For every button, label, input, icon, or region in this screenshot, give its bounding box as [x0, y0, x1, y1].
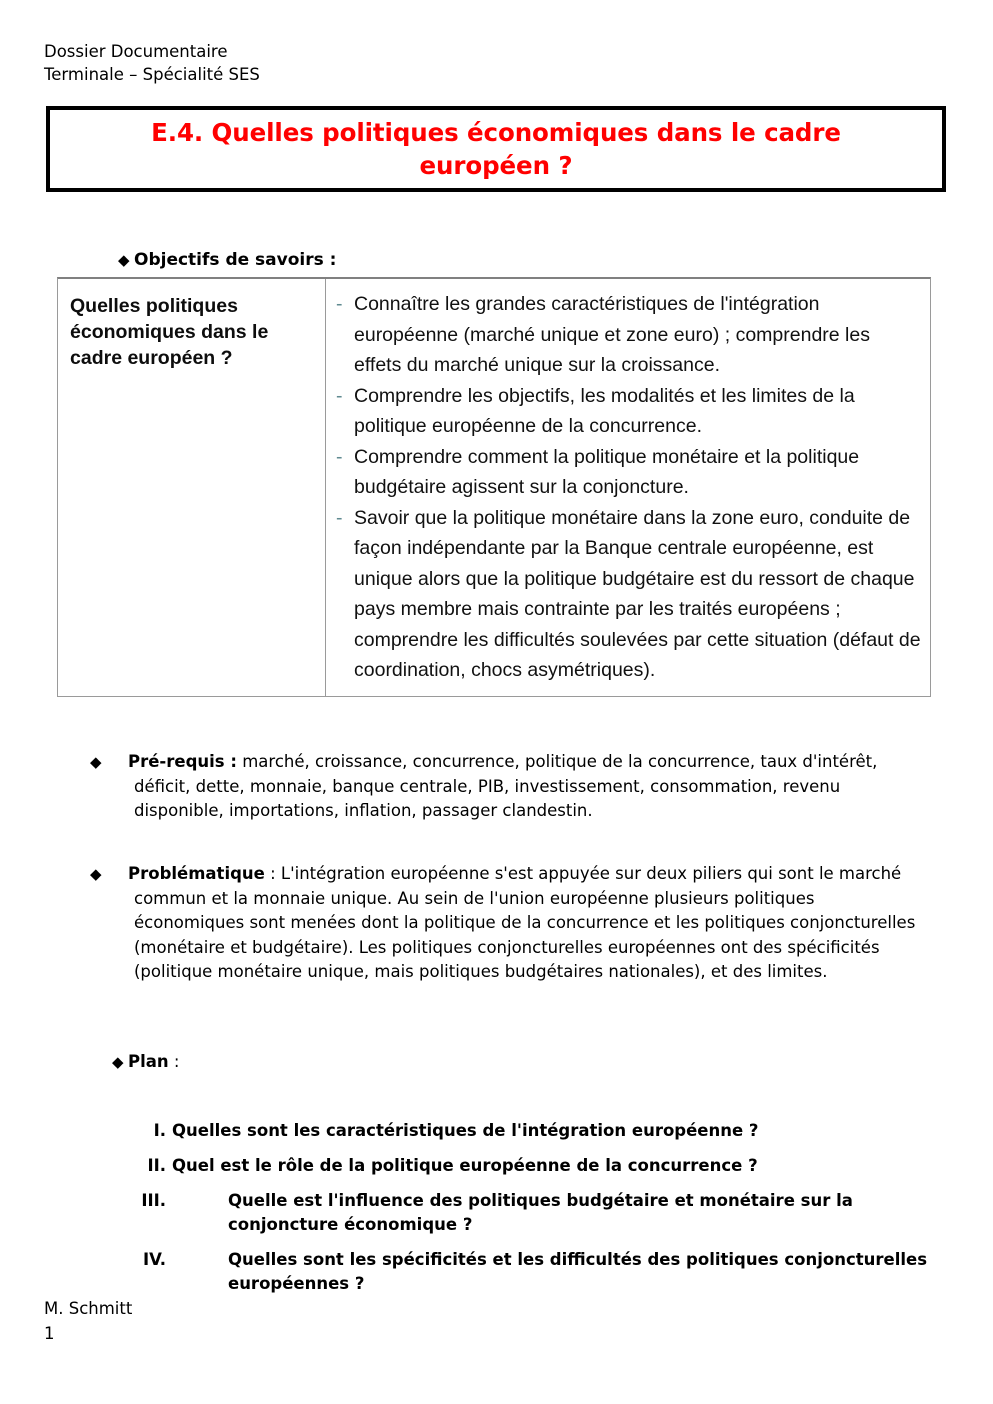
plan-label: Plan: [128, 1052, 169, 1071]
prerequis-label: Pré-requis :: [128, 752, 237, 771]
list-item: [132, 1189, 932, 1237]
footer-author: M. Schmitt: [44, 1299, 133, 1318]
prerequis-text: marché, croissance, concurrence, politique de la concurrence, taux d'intérêt, déficit, dette, monnaie, banque centrale, PIB, investissement, consommation, revenu disponible, importations, inflation, passager clandestin.: [134, 752, 878, 820]
dash-marker-icon: -: [336, 506, 343, 529]
list-item: [132, 1248, 932, 1296]
problematique-text: : L'intégration européenne s'est appuyée sur deux piliers qui sont le marché commun et la monnaie unique. Au sein de l'union européenne plusieurs politiques économiques sont menées dont la politique de la concurrence et les politiques conjoncturelles (monétaire et budgétaire). Les politiques conjoncturelles européennes ont des spécificités (politique monétaire unique, mais politiques budgétaires nationales), et des limites.: [134, 864, 916, 981]
diamond-bullet-icon: ◆: [90, 753, 102, 771]
plan-item-numeral: I.: [153, 1121, 166, 1140]
footer-page-number: 1: [44, 1324, 55, 1343]
objectifs-heading-label: Objectifs de savoirs :: [134, 250, 337, 270]
prerequis-section: [90, 750, 912, 824]
diamond-bullet-icon: ◆: [112, 1053, 124, 1071]
objective-text: Comprendre les objectifs, les modalités et les limites de la politique européenne de la concurrence.: [354, 384, 855, 437]
page-title: E.4. Quelles politiques économiques dans le cadre européen ?: [151, 118, 841, 180]
plan-list: [132, 1119, 932, 1307]
plan-item-numeral: III.: [141, 1191, 166, 1210]
dash-marker-icon: -: [336, 445, 343, 468]
plan-item-text: Quel est le rôle de la politique européenne de la concurrence ?: [172, 1156, 758, 1175]
objective-text: Comprendre comment la politique monétaire et la politique budgétaire agissent sur la conjoncture.: [354, 445, 860, 498]
chapter-title-box: [46, 106, 946, 192]
diamond-bullet-icon: ◆: [118, 251, 130, 269]
list-item: [132, 1154, 932, 1178]
table-row: [336, 503, 922, 686]
diamond-bullet-icon: ◆: [90, 865, 102, 883]
table-row: [336, 381, 922, 442]
dash-marker-icon: -: [336, 384, 343, 407]
list-item: [132, 1119, 932, 1143]
plan-label-suffix: :: [168, 1052, 180, 1071]
document-header: [44, 40, 260, 86]
plan-item-text: Quelles sont les caractéristiques de l'intégration européenne ?: [172, 1121, 759, 1140]
dash-marker-icon: -: [336, 293, 343, 315]
table-row: [336, 289, 922, 381]
problematique-label: Problématique: [128, 864, 265, 883]
header-line-classe: Terminale – Spécialité SES: [44, 65, 260, 84]
plan-item-numeral: IV.: [142, 1250, 166, 1269]
page-footer: [44, 1296, 132, 1346]
plan-item-text: Quelle est l'influence des politiques budgétaire et monétaire sur la conjoncture économique ?: [228, 1191, 853, 1234]
plan-item-numeral: II.: [147, 1156, 166, 1175]
plan-item-text: Quelles sont les spécificités et les difficultés des politiques conjoncturelles européennes ?: [228, 1250, 928, 1293]
plan-heading: [112, 1050, 179, 1074]
objectives-table-question-cell: Quelles politiques économiques dans le cadre européen ?: [58, 279, 326, 696]
objective-text: Savoir que la politique monétaire dans la zone euro, conduite de façon indépendante par la Banque centrale européenne, est unique alors que la politique budgétaire est du ressort de chaque pays membre mais contrainte par les traités européens ; comprendre les difficultés soulevées par cette situation (défaut de coordination, chocs asymétriques).: [354, 506, 921, 681]
header-line-dossier: Dossier Documentaire: [44, 42, 228, 61]
problematique-section: [90, 862, 924, 985]
objectives-table: [57, 277, 931, 697]
objective-text: Connaître les grandes caractéristiques de l'intégration européenne (marché unique et zone euro) ; comprendre les effets du marché unique sur la croissance.: [354, 293, 870, 376]
objectives-table-list-cell: [326, 279, 930, 696]
objectifs-heading: [118, 248, 336, 272]
table-row: [336, 442, 922, 503]
